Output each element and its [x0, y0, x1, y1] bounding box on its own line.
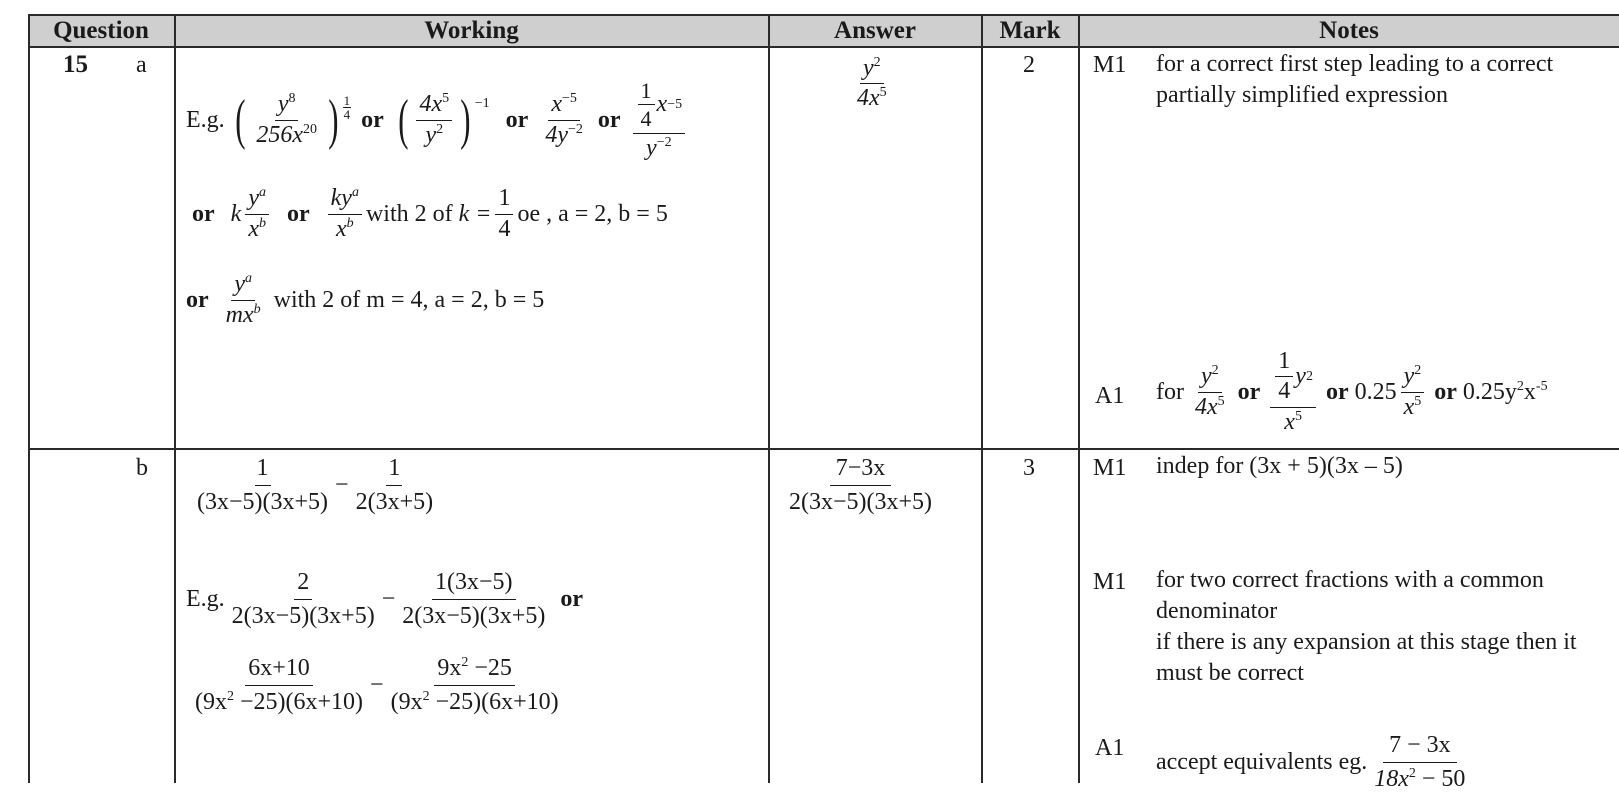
question-number: 15	[63, 51, 88, 78]
or-word: or	[505, 106, 529, 133]
part-a-mark: 2	[1023, 52, 1035, 78]
fraction-9x2-25-over-expanded-denominator: $\frac{9x^2 -25}{(9x^2 -25)(6x+10)}$	[390, 655, 559, 716]
part-a-working-line-2	[192, 176, 668, 252]
k-equals: k =	[458, 200, 492, 227]
fraction-one-quarter: $\frac{1}{4}$	[495, 186, 513, 241]
or-word: or	[361, 106, 384, 133]
note-text-m1-common-denominator: for two correct fractions with a common denominator	[1156, 567, 1544, 624]
column-border-mark	[1078, 14, 1080, 783]
header-question: Question	[53, 17, 149, 44]
note-code-a1: A1	[1095, 383, 1125, 409]
fraction-1-3x-5-over-common-denominator: $\frac{1(3x-5)}{2(3x-5)(3x+5)}$	[402, 569, 546, 630]
note-text-m1-indep: indep for (3x + 5)(3x – 5)	[1156, 453, 1403, 479]
with-two-of-text: with 2 of	[365, 200, 453, 227]
part-a-answer	[850, 56, 894, 111]
note-fraction-y2-over-x5: $\frac{y^2}{x^5}$	[1401, 364, 1425, 419]
note-code-m1: M1	[1093, 52, 1127, 78]
fraction-kya-over-xb: $\frac{ky^a}{x^b}$	[328, 186, 362, 241]
part-b-working-line-2	[186, 570, 583, 629]
or-word: or	[1325, 378, 1349, 405]
minus-sign: −	[381, 586, 396, 613]
note-code-m1-common-denominator: M1	[1093, 569, 1127, 595]
fraction-ya-over-mxb: $\frac{y^a}{mx^b}$	[225, 271, 261, 328]
column-border-working	[768, 14, 770, 783]
exponent-quarter: 1 4	[343, 93, 351, 122]
expression-bracket-1: ( $\frac{y^8}{256x^{20}}$ ) 1 4	[234, 89, 351, 151]
note-a1-expressions	[1156, 340, 1548, 444]
header-answer: Answer	[834, 17, 916, 44]
or-word: or	[286, 200, 310, 227]
column-border-left	[28, 14, 30, 783]
note-code-m1-indep: M1	[1093, 455, 1127, 481]
note-fraction-y2-over-4x5: $\frac{y^2}{4x^5}$	[1194, 363, 1225, 420]
row-divider	[28, 448, 1619, 450]
exponent-minus-one: −1	[474, 96, 490, 111]
part-a-label: a	[136, 52, 147, 78]
oe-a-b-values: oe , a = 2, b = 5	[517, 200, 668, 227]
for-word: for	[1156, 378, 1184, 405]
column-border-answer	[981, 14, 983, 783]
note-code-a1-equivalents: A1	[1095, 735, 1125, 761]
or-word: or	[1237, 378, 1261, 405]
header-notes: Notes	[1319, 17, 1379, 44]
part-b-working-line-1	[190, 456, 440, 515]
note-a1-equivalents	[1156, 733, 1472, 792]
with-two-of-m-text: with 2 of m = 4, a = 2, b = 5	[273, 286, 545, 313]
minus-sign: −	[335, 472, 349, 499]
fraction-1-over-2-3x+5: $\frac{1}{2(3x+5)}$	[355, 455, 434, 516]
expression-bracket-2: ( $\frac{4x^5}{y^2}$ ) −1	[397, 89, 490, 151]
part-a-working-line-1	[186, 72, 689, 168]
fraction-6x+10-over-expanded-denominator: $\frac{6x+10}{(9x^2 -25)(6x+10)}$	[195, 655, 364, 716]
fraction-4x5-over-y2: $\frac{4x^5}{y^2}$	[416, 92, 452, 147]
eg-label: E.g.	[186, 106, 225, 133]
part-b-mark: 3	[1023, 455, 1035, 481]
fraction-quarter-x-5-over-y-2: $\frac{1}{4}$ x −5 $y^{-2}$	[633, 79, 686, 160]
or-word: or	[192, 200, 215, 227]
note-fraction-7-3x-over-18x2-50: $\frac{7 - 3x}{18x^2 - 50}$	[1374, 732, 1466, 792]
part-b-working-line-3	[188, 656, 566, 715]
answer-fraction-7-3x: $\frac{7-3x}{2(3x-5)(3x+5)}$	[789, 455, 933, 516]
note-fraction-quarter-y2-over-x5: $\frac{1}{4}$ y 2 $x^5$	[1270, 349, 1316, 435]
coef-0-25: 0.25	[1354, 378, 1397, 405]
k-variable: k	[230, 200, 242, 227]
answer-fraction-y2-over-4x5: $\frac{y^2}{4x^5}$	[857, 55, 887, 112]
fraction-1-over-3x-5-3x+5: $\frac{1}{(3x-5)(3x+5)}$	[197, 455, 329, 516]
header-working: Working	[424, 17, 519, 44]
accept-equivalents-text: accept equivalents eg.	[1156, 749, 1368, 776]
note-product-form: $0.25y^2x^{-5}$	[1462, 378, 1548, 405]
part-a-working-line-3	[186, 262, 544, 338]
or-word: or	[186, 286, 209, 313]
part-b-answer	[782, 456, 939, 515]
note-text-m1: for a correct first step leading to a correct partially simplified expression	[1156, 51, 1554, 108]
column-border-question	[174, 14, 176, 783]
header-mark: Mark	[999, 17, 1061, 44]
fraction-ya-over-xb: $\frac{y^a}{x^b}$	[245, 186, 269, 241]
or-word: or	[560, 586, 583, 613]
minus-sign: −	[370, 672, 384, 699]
note-text-expansion: if there is any expansion at this stage then it must be correct	[1156, 629, 1577, 686]
eg-label: E.g.	[186, 586, 225, 613]
fraction-x-5-over-4y-2: $\frac{x^{-5}}{4y^{-2}}$	[545, 91, 583, 148]
fraction-y8-over-256x20: $\frac{y^8}{256x^{20}}$	[256, 91, 317, 148]
part-b-label: b	[136, 455, 148, 481]
or-word: or	[597, 106, 621, 133]
or-word: or	[1434, 378, 1457, 405]
fraction-2-over-common-denominator: $\frac{2}{2(3x-5)(3x+5)}$	[231, 569, 375, 630]
